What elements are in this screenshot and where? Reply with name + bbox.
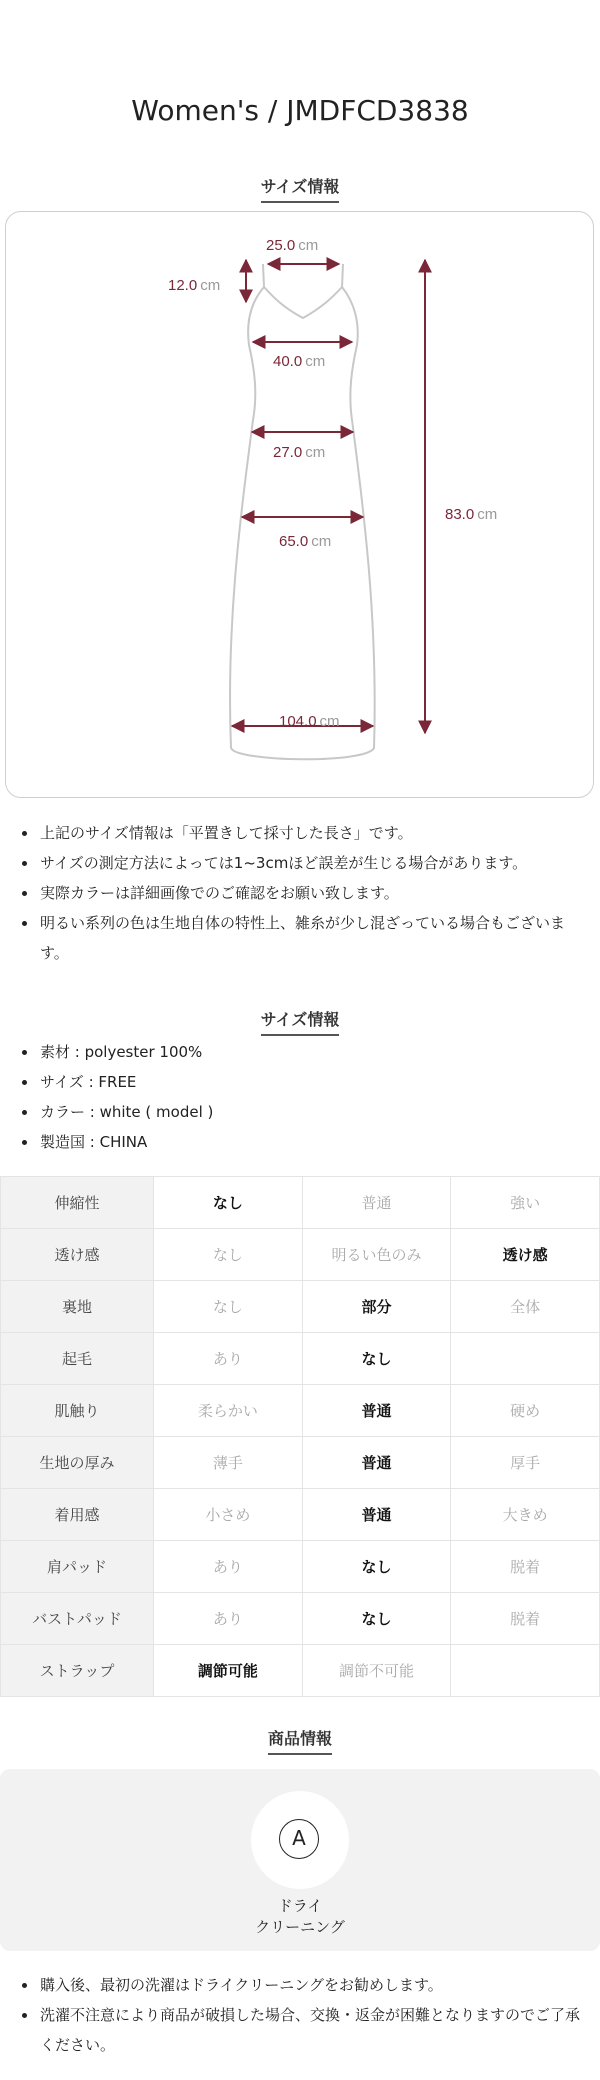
svg-text:27.0cm bbox=[273, 444, 325, 461]
table-row bbox=[1, 1177, 600, 1229]
table-row bbox=[1, 1333, 600, 1385]
fabric-attribute-table bbox=[0, 1176, 600, 1697]
page-title: Women's / JMDFCD3838 bbox=[131, 94, 469, 127]
list-item: 実際カラーは詳細画像でのご確認をお願い致します。 bbox=[0, 878, 600, 908]
unit-label: cm bbox=[305, 444, 326, 461]
attribute-option-selected: 普通 bbox=[302, 1437, 451, 1489]
attribute-option: あり bbox=[154, 1541, 303, 1593]
length-value: 83.0 bbox=[445, 506, 475, 523]
list-item: 洗濯不注意により商品が破損した場合、交換・返金が困難となりますのでご了承ください。 bbox=[0, 2000, 600, 2060]
unit-label: cm bbox=[298, 237, 319, 254]
attribute-option: 明るい色のみ bbox=[302, 1229, 451, 1281]
list-item: 上記のサイズ情報は「平置きして採寸した長さ」です。 bbox=[0, 818, 600, 848]
dress-diagram-svg bbox=[6, 212, 595, 799]
list-item: サイズ : FREE bbox=[0, 1067, 600, 1097]
list-item: 明るい系列の色は生地自体の特性上、雑糸が少し混ざっている場合もございます。 bbox=[0, 908, 600, 968]
strap-value: 12.0 bbox=[168, 277, 198, 294]
size-diagram bbox=[5, 211, 594, 798]
hip-value: 65.0 bbox=[279, 533, 309, 550]
unit-label: cm bbox=[200, 277, 221, 294]
unit-label: cm bbox=[311, 533, 332, 550]
table-row bbox=[1, 1437, 600, 1489]
table-row bbox=[1, 1645, 600, 1697]
attribute-label: 伸縮性 bbox=[1, 1177, 154, 1229]
product-spec-list bbox=[0, 1037, 600, 1157]
waist-value: 27.0 bbox=[273, 444, 303, 461]
table-row bbox=[1, 1541, 600, 1593]
attribute-label: 起毛 bbox=[1, 1333, 154, 1385]
attribute-option: 脱着 bbox=[451, 1541, 600, 1593]
attribute-option-selected: 部分 bbox=[302, 1281, 451, 1333]
attribute-option: 硬め bbox=[451, 1385, 600, 1437]
attribute-option: 大きめ bbox=[451, 1489, 600, 1541]
hem-value: 104.0 bbox=[279, 713, 317, 730]
attribute-option: 柔らかい bbox=[154, 1385, 303, 1437]
attribute-option: 調節不可能 bbox=[302, 1645, 451, 1697]
table-row bbox=[1, 1385, 600, 1437]
product-section-title: 商品情報 bbox=[0, 1726, 600, 1755]
svg-text:104.0cm bbox=[279, 713, 340, 730]
attribute-label: 透け感 bbox=[1, 1229, 154, 1281]
svg-text:65.0cm bbox=[279, 533, 331, 550]
table-row bbox=[1, 1489, 600, 1541]
attribute-option-selected: なし bbox=[302, 1541, 451, 1593]
shoulder-value: 25.0 bbox=[266, 237, 296, 254]
attribute-option: なし bbox=[154, 1281, 303, 1333]
svg-text:83.0cm bbox=[445, 506, 497, 523]
attribute-option: 薄手 bbox=[154, 1437, 303, 1489]
attribute-option: 脱着 bbox=[451, 1593, 600, 1645]
list-item: カラー : white ( model ) bbox=[0, 1097, 600, 1127]
dry-clean-icon: A bbox=[279, 1819, 319, 1859]
svg-text:40.0cm bbox=[273, 353, 325, 370]
unit-label: cm bbox=[319, 713, 340, 730]
attribute-option-selected: なし bbox=[154, 1177, 303, 1229]
attribute-option-selected: なし bbox=[302, 1593, 451, 1645]
bust-value: 40.0 bbox=[273, 353, 303, 370]
size-notes-list bbox=[0, 818, 600, 968]
list-item: 購入後、最初の洗濯はドライクリーニングをお勧めします。 bbox=[0, 1970, 600, 2000]
attribute-label: 着用感 bbox=[1, 1489, 154, 1541]
attribute-option bbox=[451, 1645, 600, 1697]
list-item: サイズの測定方法によっては1~3cmほど誤差が生じる場合があります。 bbox=[0, 848, 600, 878]
attribute-option: 全体 bbox=[451, 1281, 600, 1333]
care-label: ドライ クリーニング bbox=[255, 1897, 345, 1936]
attribute-option-selected: なし bbox=[302, 1333, 451, 1385]
care-icon-circle bbox=[251, 1791, 349, 1889]
attribute-option: 強い bbox=[451, 1177, 600, 1229]
attribute-option-selected: 普通 bbox=[302, 1385, 451, 1437]
attribute-label: 肩パッド bbox=[1, 1541, 154, 1593]
attribute-label: ストラップ bbox=[1, 1645, 154, 1697]
table-row bbox=[1, 1593, 600, 1645]
attribute-option-selected: 普通 bbox=[302, 1489, 451, 1541]
attribute-option: なし bbox=[154, 1229, 303, 1281]
attribute-label: 裏地 bbox=[1, 1281, 154, 1333]
svg-text:25.0cm bbox=[266, 237, 318, 254]
measure-lines bbox=[232, 260, 425, 733]
attribute-option-selected: 調節可能 bbox=[154, 1645, 303, 1697]
attribute-option: あり bbox=[154, 1593, 303, 1645]
attribute-option bbox=[451, 1333, 600, 1385]
table-row bbox=[1, 1229, 600, 1281]
size-section-title: サイズ情報 bbox=[0, 174, 600, 203]
unit-label: cm bbox=[305, 353, 326, 370]
table-row bbox=[1, 1281, 600, 1333]
attribute-label: 肌触り bbox=[1, 1385, 154, 1437]
attribute-option: あり bbox=[154, 1333, 303, 1385]
dress-outline bbox=[230, 264, 375, 759]
unit-label: cm bbox=[477, 506, 498, 523]
care-notes-list bbox=[0, 1970, 600, 2060]
attribute-option: 小さめ bbox=[154, 1489, 303, 1541]
list-item: 素材 : polyester 100% bbox=[0, 1037, 600, 1067]
attribute-option-selected: 透け感 bbox=[451, 1229, 600, 1281]
info-section-title: サイズ情報 bbox=[0, 1007, 600, 1036]
attribute-label: 生地の厚み bbox=[1, 1437, 154, 1489]
attribute-label: バストパッド bbox=[1, 1593, 154, 1645]
attribute-option: 厚手 bbox=[451, 1437, 600, 1489]
svg-text:12.0cm bbox=[168, 277, 220, 294]
attribute-option: 普通 bbox=[302, 1177, 451, 1229]
list-item: 製造国 : CHINA bbox=[0, 1127, 600, 1157]
care-info-box bbox=[0, 1769, 600, 1951]
